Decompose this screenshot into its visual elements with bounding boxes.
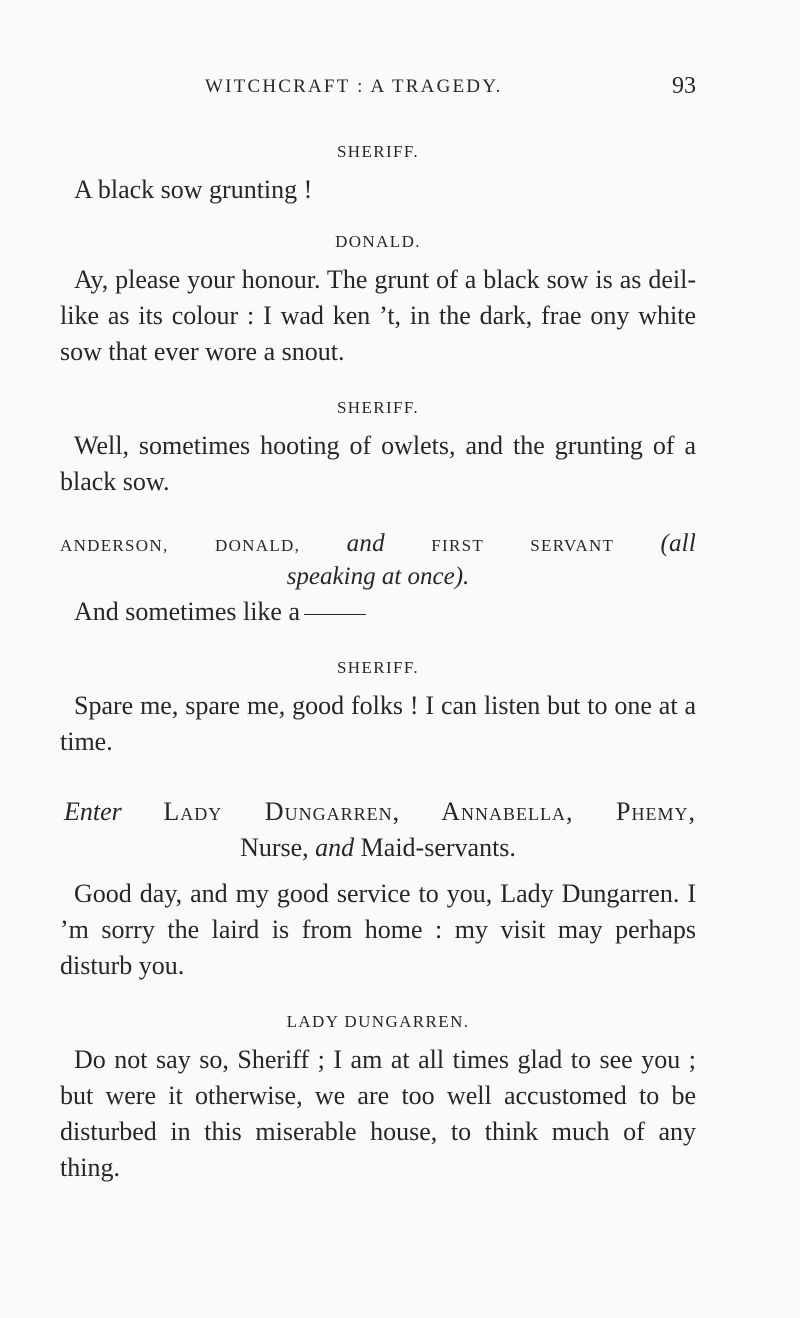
speech-sheriff-4: Good day, and my good service to you, Lady Dungarren. I ’m sorry the laird is from home : my visit may perhaps disturb you. xyxy=(60,879,696,980)
speaker-lady-dungarren: LADY DUNGARREN. xyxy=(286,1012,470,1031)
joint-speakers-2: FIRST SERVANT xyxy=(431,536,614,555)
speech-joint-text: And sometimes like a xyxy=(74,597,301,626)
joint-direction-b: speaking at once). xyxy=(286,563,470,590)
page-number: 93 xyxy=(672,73,696,99)
speech-sheriff-2: Well, sometimes hooting of owlets, and the grunting of a black sow. xyxy=(60,431,696,496)
speech-donald: Ay, please your honour. The grunt of a black sow is as deil-like as its colour : I wad ken ’t, in the dark, frae ony white sow that ever wore a snout. xyxy=(60,265,696,366)
joint-direction-a: (all xyxy=(660,530,696,557)
speaker-joint xyxy=(60,532,696,558)
speaker-sheriff: SHERIFF. xyxy=(336,142,420,161)
stage-names: Lady Dungarren, Annabella, Phemy, xyxy=(163,797,696,826)
speech-sheriff-1: A black sow grunting ! xyxy=(74,175,313,204)
play-text xyxy=(60,140,696,1186)
speech-joint xyxy=(60,594,696,630)
em-dash-rule xyxy=(304,614,366,615)
stage-direction xyxy=(60,794,696,830)
running-title: WITCHCRAFT : A TRAGEDY. xyxy=(205,76,503,97)
stage-maids: Maid-servants. xyxy=(360,833,516,862)
stage-enter: Enter xyxy=(64,797,122,826)
page-header xyxy=(60,73,696,106)
speaker-donald: DONALD. xyxy=(335,232,421,251)
speaker-sheriff-2: SHERIFF. xyxy=(336,398,420,417)
stage-direction-line2 xyxy=(60,830,696,866)
joint-and: and xyxy=(346,530,385,557)
stage-nurse: Nurse, xyxy=(240,833,309,862)
speech-sheriff-3: Spare me, spare me, good folks ! I can listen but to one at a time. xyxy=(60,691,696,756)
speech-lady-dungarren: Do not say so, Sheriff ; I am at all times glad to see you ; but were it otherwise, we are too well accustomed to be disturbed in this miserable house, to think much of any thing. xyxy=(60,1045,696,1182)
speaker-sheriff-3: SHERIFF. xyxy=(336,658,420,677)
joint-speakers-1: ANDERSON, DONALD, xyxy=(60,536,301,555)
stage-and: and xyxy=(315,833,355,862)
book-page xyxy=(60,0,696,1318)
